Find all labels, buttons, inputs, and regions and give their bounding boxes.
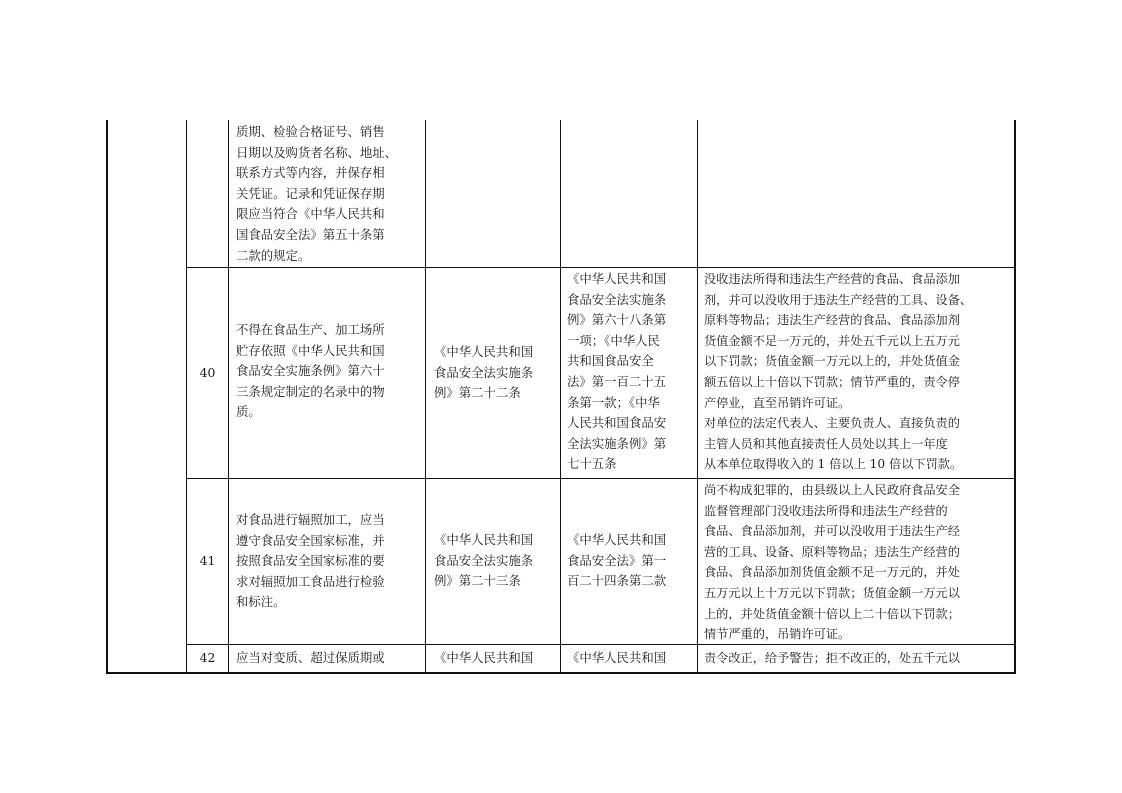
table-cell-content: 对食品进行辐照加工，应当 遵守食品安全国家标准，并 按照食品安全国家标准的要 求对辐照加工食品进行检验 和标注。 xyxy=(236,512,385,610)
row-divider xyxy=(186,478,1015,479)
table-cell-penalty: 尚不构成犯罪的，由县级以上人民政府食品安全 监督管理部门没收违法所得和违法生产经营的 食品、食品添加剂，并可以没收用于违法生产经 营的工具、设备、原料等物品；违法生产经营的 食品、食品添加剂货值金额不足一万元的，并处 五万元以上十万元以下罚款；货值金额一万元以 上的，并处货值金额十倍以上二十倍以下罚款； 情节严重的，吊销许可证。 xyxy=(704,483,960,642)
table-cell-number: 42 xyxy=(199,650,216,665)
table-border-right xyxy=(1014,120,1016,673)
table-cell-basis: 《中华人民共和国 食品安全法实施条 例》第二十二条 xyxy=(434,344,534,401)
table-cell-penalty-basis: 《中华人民共和国 食品安全法》第一 百二十四条第二款 xyxy=(567,532,667,589)
table-cell-content: 不得在食品生产、加工场所 贮存依照《中华人民共和国 食品安全实施条例》第六十 三条规定制定的名录中的物 质。 xyxy=(236,322,385,420)
table-cell-content: 质期、检验合格证号、销售 日期以及购货者名称、地址、 联系方式等内容，并保存相 关凭证。记录和凭证保存期 限应当符合《中华人民共和 国食品安全法》第五十条第 二款的规定。 xyxy=(236,124,398,263)
table-cell-content: 应当对变质、超过保质期或 xyxy=(236,650,385,665)
column-divider xyxy=(186,120,187,673)
column-divider xyxy=(697,120,698,673)
column-divider xyxy=(228,120,229,673)
table-cell-basis: 《中华人民共和国 xyxy=(434,650,534,665)
table-cell-number: 40 xyxy=(199,365,216,380)
table-cell-basis: 《中华人民共和国 食品安全法实施条 例》第二十三条 xyxy=(434,532,534,589)
table-cell-penalty-basis: 《中华人民共和国 食品安全法实施条 例》第六十八条第 一项；《中华人民 共和国食品安全 法》第一百二十五 条第一款；《中华 人民共和国食品安 全法实施条例》第 七十五条 xyxy=(567,271,667,472)
table-cell-penalty: 责令改正，给予警告；拒不改正的，处五千元以 xyxy=(704,651,960,665)
column-divider xyxy=(560,120,561,673)
table-border-bottom xyxy=(106,672,1016,674)
table-cell-penalty: 没收违法所得和违法生产经营的食品、食品添加 剂，并可以没收用于违法生产经营的工具、设备、 原料等物品；违法生产经营的食品、食品添加剂 货值金额不足一万元的，并处五千元以上五万元 以下罚款；货值金额一万元以上的，并处货值金 额五倍以上十倍以下罚款；情节严重的，责令停 产停业，直至吊销许可证。 对单位的法定代表人、主要负责人、直接负责的 主管人员和其他直接责任人员处以其上一年度 从本单位取得收入的 1 倍以上 10 倍以下罚款。 xyxy=(704,272,973,472)
table-border-left xyxy=(106,120,108,673)
table-cell-penalty-basis: 《中华人民共和国 xyxy=(567,650,667,665)
table-cell-number: 41 xyxy=(199,553,216,568)
column-divider xyxy=(425,120,426,673)
row-divider xyxy=(186,267,1015,268)
